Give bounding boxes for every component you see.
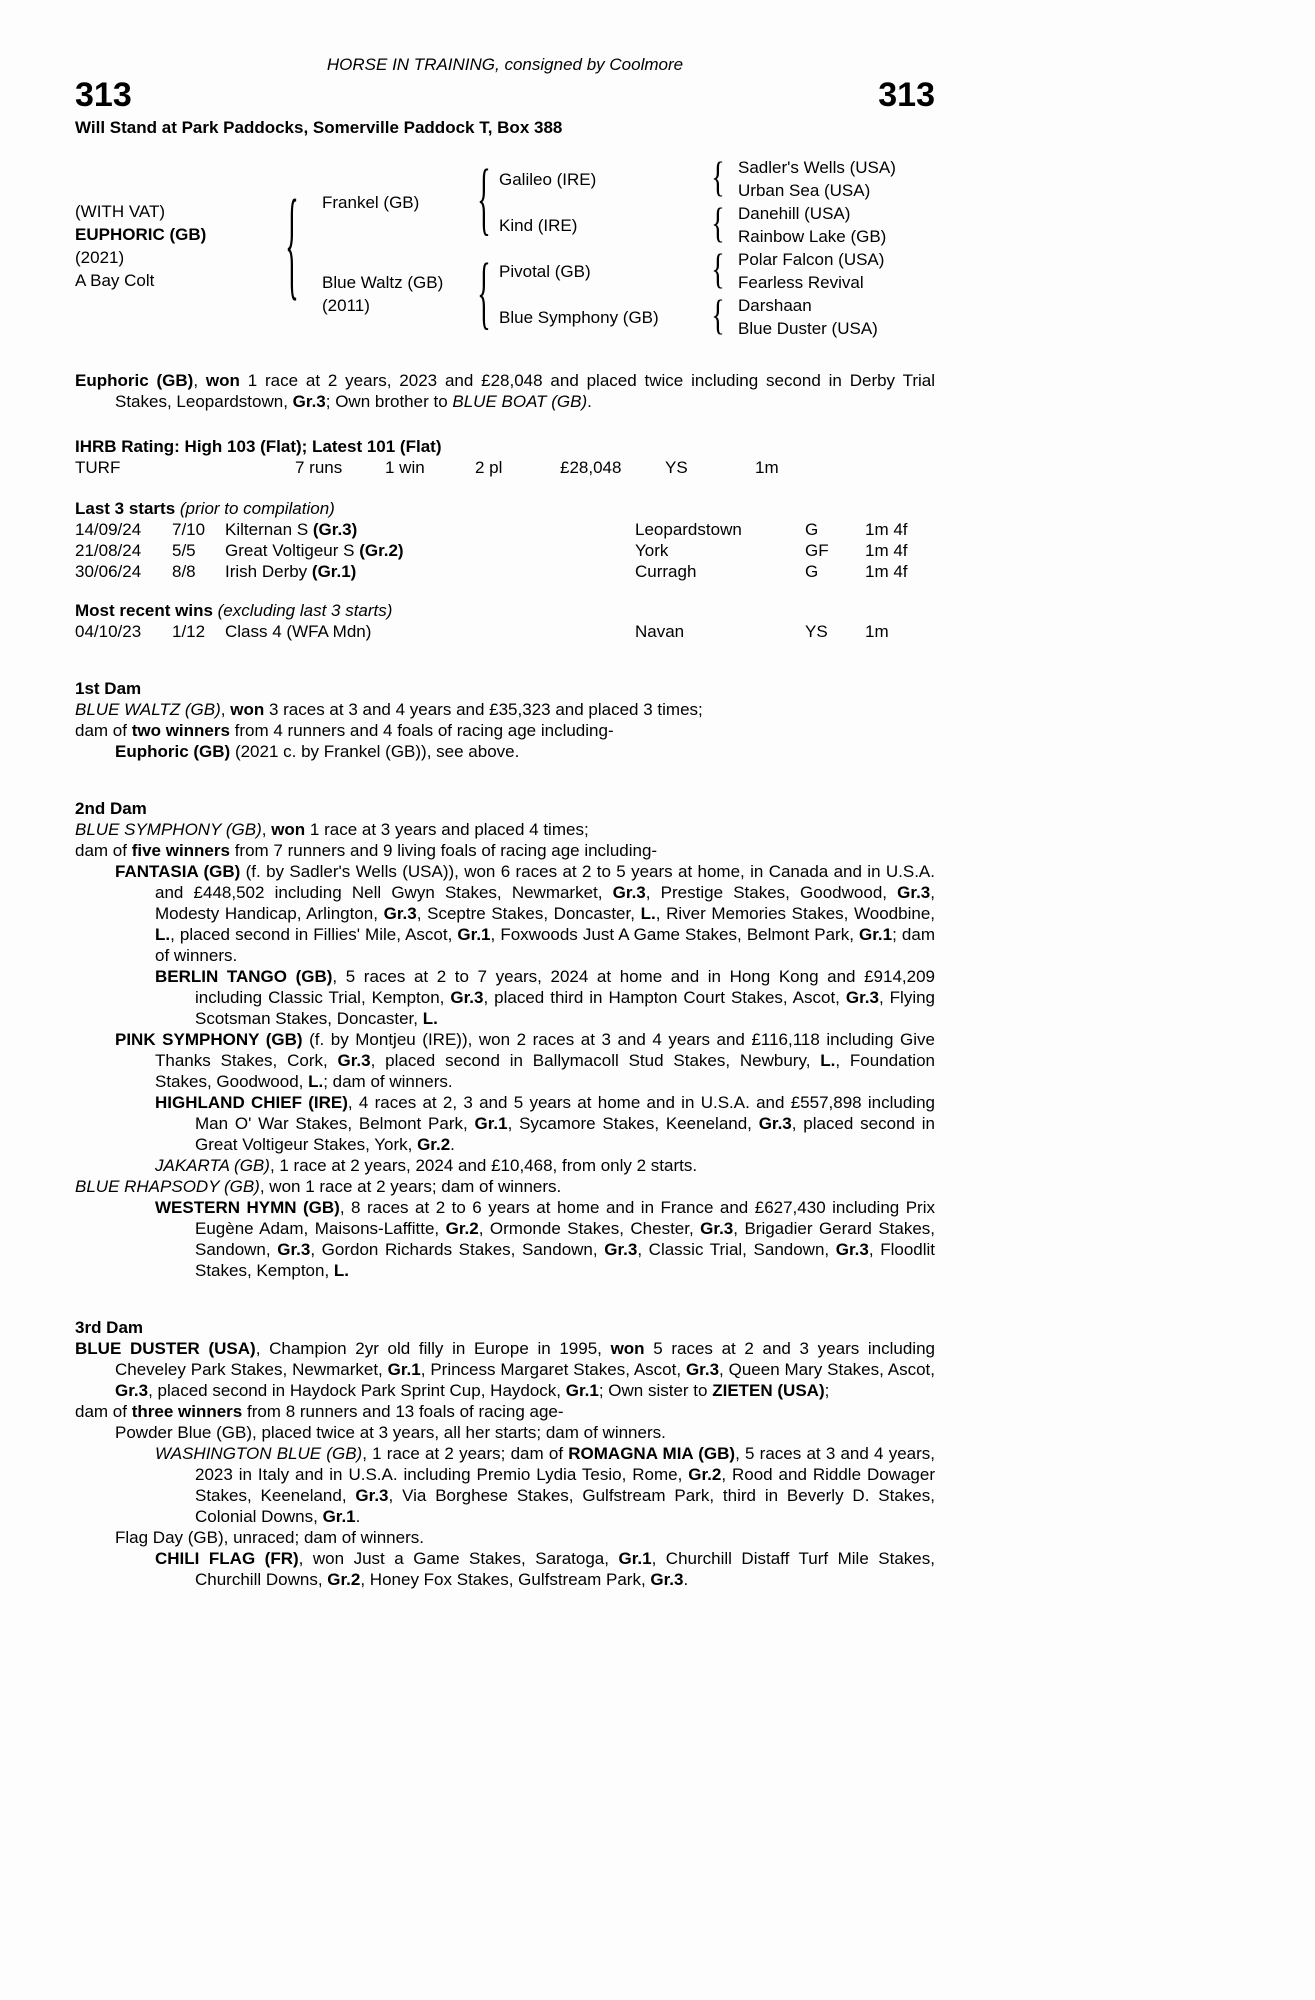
rating-section: [75, 436, 935, 478]
consignor-line: HORSE IN TRAINING, consigned by Coolmore: [326, 55, 684, 74]
text-segment: (2021 c. by Frankel (GB)), see above.: [230, 742, 520, 761]
text-segment: won: [205, 371, 240, 390]
text-segment: Gr.3: [835, 1240, 869, 1259]
table-cell: Leopardstown: [635, 520, 742, 539]
text-segment: BLUE WALTZ (GB): [75, 700, 221, 719]
table-cell: 5/5: [172, 541, 196, 560]
last-starts-table: [75, 519, 935, 582]
text-segment: Gr.2: [417, 1135, 451, 1154]
text-segment: , Sceptre Stakes, Doncaster,: [416, 904, 641, 923]
turf-record-table: [75, 457, 935, 478]
text-segment: , Foundation Stakes, Goodwood,: [155, 1051, 935, 1091]
text-segment: , Sycamore Stakes, Keeneland,: [507, 1114, 759, 1133]
text-segment: BLUE RHAPSODY (GB): [75, 1177, 260, 1196]
table-row: [75, 561, 935, 582]
table-cell: YS: [665, 458, 688, 477]
text-segment: , 5 races at 2 to 7 years, 2024 at home and in Hong Kong and £914,209 including Classic Trial, Kempton,: [195, 967, 935, 1007]
pedigree-brace-gp4: [707, 294, 729, 340]
text-segment: dam of: [75, 1402, 132, 1421]
stand-location-line: Will Stand at Park Paddocks, Somerville Paddock T, Box 388: [75, 118, 563, 137]
third-dam-heading: 3rd Dam: [75, 1318, 144, 1337]
lot-row: [75, 77, 935, 113]
pedigree-paragraph: [75, 720, 935, 741]
colour-sex: A Bay Colt: [75, 271, 155, 290]
pedigree-paragraph: [75, 1443, 935, 1527]
pedigree-paragraph: [75, 1527, 935, 1548]
text-segment: CHILI FLAG (FR): [155, 1549, 299, 1568]
pedigree-paragraph: [75, 1338, 935, 1401]
text-segment: Gr.3: [897, 883, 931, 902]
text-segment: , won 1 race at 2 years; dam of winners.: [259, 1177, 562, 1196]
pedigree-tree: [75, 156, 935, 342]
text-segment: .: [683, 1570, 689, 1589]
second-dam-section: [75, 798, 935, 1281]
table-row: [75, 540, 935, 561]
text-segment: , Churchill Distaff Turf Mile Stakes, Churchill Downs,: [195, 1549, 935, 1589]
text-segment: .: [355, 1507, 361, 1526]
text-segment: , Rood and Riddle Dowager Stakes, Keeneland,: [195, 1465, 935, 1505]
lot-number-right: 313: [878, 76, 935, 114]
table-cell: 04/10/23: [75, 622, 142, 641]
pedigree-paragraph: [75, 861, 935, 966]
text-segment: , Via Borghese Stakes, Gulfstream Park, third in Beverly D. Stakes, Colonial Downs,: [195, 1486, 935, 1526]
text-segment: ZIETEN (USA): [712, 1381, 825, 1400]
table-cell: G: [805, 562, 819, 581]
text-segment: ; dam of winners.: [323, 1072, 453, 1091]
text-segment: Powder Blue (GB), placed twice at 3 years, all her starts; dam of winners.: [115, 1423, 666, 1442]
text-segment: L.: [422, 1009, 438, 1028]
text-segment: Gr.3: [115, 1381, 149, 1400]
table-cell: 7/10: [172, 520, 206, 539]
table-cell: 1m 4f: [865, 520, 908, 539]
text-segment: Gr.3: [292, 392, 326, 411]
text-segment: , Prestige Stakes, Goodwood,: [645, 883, 898, 902]
table-cell: 1m: [865, 622, 889, 641]
text-segment: dam of: [75, 841, 132, 860]
dam-block: [322, 271, 443, 317]
text-segment: Gr.1: [618, 1549, 652, 1568]
granddam-maternal: Blue Symphony (GB): [499, 308, 659, 327]
text-segment: Euphoric (GB): [75, 371, 194, 390]
pedigree-paragraph: [75, 1422, 935, 1443]
text-segment: 1 race at 2 years, 2023 and £28,048 and placed twice including second in Derby Trial Stakes, Leopardstown,: [115, 371, 936, 411]
text-segment: (Gr.1): [311, 562, 357, 581]
table-cell: 30/06/24: [75, 562, 142, 581]
great-grandparent-7: Darshaan: [738, 296, 812, 315]
text-segment: 5 races at 2 and 3 years including Cheveley Park Stakes, Newmarket,: [115, 1339, 935, 1379]
text-segment: won: [271, 820, 306, 839]
pedigree-paragraph: [75, 1176, 935, 1197]
second-dam-heading: 2nd Dam: [75, 799, 147, 818]
text-segment: two winners: [131, 721, 230, 740]
text-segment: Euphoric (GB): [115, 742, 231, 761]
great-grandparent-8: Blue Duster (USA): [738, 319, 878, 338]
grandsire-maternal: Pivotal (GB): [499, 262, 591, 281]
text-segment: won: [610, 1339, 645, 1358]
text-segment: , Champion 2yr old filly in Europe in 1995,: [255, 1339, 611, 1358]
text-segment: Great Voltigeur S: [225, 541, 360, 560]
text-segment: Gr.3: [383, 904, 417, 923]
pedigree-paragraph: [75, 1092, 935, 1155]
text-segment: Irish Derby: [225, 562, 312, 581]
text-segment: L.: [333, 1261, 350, 1280]
third-dam-section: [75, 1317, 935, 1590]
text-segment: , 8 races at 2 to 6 years at home and in France and £627,430 including Prix Eugène Adam, Maisons-Laffitte,: [195, 1198, 935, 1238]
pedigree-paragraph: [75, 1401, 935, 1422]
pedigree-brace-gp2: [707, 202, 729, 248]
table-cell: 1m 4f: [865, 562, 908, 581]
text-segment: ,: [193, 371, 206, 390]
pedigree-paragraph: [75, 699, 935, 720]
great-grandparent-5: Polar Falcon (USA): [738, 250, 885, 269]
text-segment: , placed second in Great Voltigeur Stakes, York,: [195, 1114, 935, 1154]
text-segment: Kilternan S: [225, 520, 313, 539]
lot-number-left: 313: [75, 76, 132, 114]
pedigree-paragraph: [75, 1197, 935, 1281]
text-segment: Gr.1: [474, 1114, 508, 1133]
text-segment: , Floodlit Stakes, Kempton,: [195, 1240, 936, 1280]
text-segment: BLUE SYMPHONY (GB): [75, 820, 262, 839]
text-segment: , won Just a Game Stakes, Saratoga,: [298, 1549, 619, 1568]
text-segment: WASHINGTON BLUE (GB): [155, 1444, 363, 1463]
text-segment: , 1 race at 2 years, 2024 and £10,468, from only 2 starts.: [269, 1156, 698, 1175]
table-cell: TURF: [75, 458, 121, 477]
pedigree-brace-gp3: [707, 248, 729, 294]
table-cell: 21/08/24: [75, 541, 142, 560]
pedigree-brace-dam: [473, 253, 495, 339]
great-grandparent-4: Rainbow Lake (GB): [738, 227, 887, 246]
recent-wins-heading: [75, 600, 935, 621]
text-segment: Most recent wins: [75, 601, 218, 620]
recent-wins-table: [75, 621, 935, 642]
text-segment: Gr.3: [845, 988, 879, 1007]
table-cell: 8/8: [172, 562, 196, 581]
text-segment: Gr.3: [650, 1570, 684, 1589]
table-cell: 1 win: [385, 458, 425, 477]
table-cell: 1m 4f: [865, 541, 908, 560]
table-cell: [225, 621, 635, 642]
sire-name: Frankel (GB): [322, 193, 420, 212]
pedigree-paragraph: [75, 819, 935, 840]
table-cell: YS: [805, 622, 828, 641]
text-segment: from 7 runners and 9 living foals of racing age including-: [229, 841, 658, 860]
text-segment: , River Memories Stakes, Woodbine,: [655, 904, 935, 923]
text-segment: BLUE BOAT (GB): [452, 392, 588, 411]
text-segment: three winners: [131, 1402, 243, 1421]
last-starts-section: [75, 498, 935, 582]
text-segment: Gr.1: [322, 1507, 356, 1526]
text-segment: (f. by Montjeu (IRE)), won 2 races at 3 and 4 years and £116,118 including Give Thanks Stakes, Cork,: [155, 1030, 935, 1070]
text-segment: Gr.3: [355, 1486, 389, 1505]
pedigree-paragraph: [75, 741, 935, 762]
text-segment: , Brigadier Gerard Stakes, Sandown,: [195, 1219, 936, 1259]
text-segment: , Ormonde Stakes, Chester,: [478, 1219, 701, 1238]
text-segment: , placed second in Haydock Park Sprint Cup, Haydock,: [148, 1381, 566, 1400]
recent-wins-section: [75, 600, 935, 642]
first-dam-section: [75, 678, 935, 762]
third-dam-paragraphs: [75, 1338, 935, 1590]
text-segment: dam of: [75, 721, 132, 740]
pedigree-paragraph: [75, 840, 935, 861]
text-segment: Gr.1: [457, 925, 491, 944]
table-cell: Curragh: [635, 562, 697, 581]
text-segment: PINK SYMPHONY (GB): [115, 1030, 303, 1049]
text-segment: BERLIN TANGO (GB): [155, 967, 333, 986]
text-segment: won: [230, 700, 265, 719]
text-segment: (f. by Sadler's Wells (USA)), won 6 races at 2 to 5 years at home, in Canada and in U.S.A. and £448,502 including Nell Gwyn Stakes, Newmarket,: [155, 862, 935, 902]
text-segment: from 4 runners and 4 foals of racing age including-: [229, 721, 614, 740]
table-cell: 14/09/24: [75, 520, 142, 539]
table-row: [75, 621, 935, 642]
text-segment: ROMAGNA MIA (GB): [568, 1444, 736, 1463]
last-starts-heading: [75, 498, 935, 519]
text-segment: Last 3 starts: [75, 499, 180, 518]
text-segment: , 1 race at 2 years; dam of: [362, 1444, 569, 1463]
horse-identity-block: [75, 200, 206, 292]
text-segment: L.: [640, 904, 656, 923]
first-dam-paragraphs: [75, 699, 935, 762]
text-segment: Gr.3: [685, 1360, 720, 1379]
text-segment: JAKARTA (GB): [155, 1156, 270, 1175]
text-segment: ;: [824, 1381, 830, 1400]
text-segment: ; Own brother to: [325, 392, 453, 411]
text-segment: , 5 races at 3 and 4 years, 2023 in Italy and in U.S.A. including Premio Lydia Tesio, Rome,: [195, 1444, 935, 1484]
text-segment: L.: [308, 1072, 324, 1091]
table-cell: 1/12: [172, 622, 206, 641]
race-summary-paragraph: [75, 370, 935, 412]
grandsire-paternal: Galileo (IRE): [499, 170, 597, 189]
table-cell: 7 runs: [295, 458, 343, 477]
text-segment: Class 4 (WFA Mdn): [225, 622, 372, 641]
text-segment: , Honey Fox Stakes, Gulfstream Park,: [360, 1570, 651, 1589]
pedigree-paragraph: [75, 1548, 935, 1590]
text-segment: (prior to compilation): [179, 499, 335, 518]
text-segment: , Flying Scotsman Stakes, Doncaster,: [195, 988, 936, 1028]
table-cell: 1m: [755, 458, 779, 477]
text-segment: .: [587, 392, 592, 411]
dam-year: (2011): [322, 296, 370, 315]
great-grandparent-2: Urban Sea (USA): [738, 181, 871, 200]
text-segment: Gr.1: [565, 1381, 599, 1400]
text-segment: , Modesty Handicap, Arlington,: [155, 883, 935, 923]
text-segment: , Classic Trial, Sandown,: [637, 1240, 836, 1259]
pedigree-brace-sire: [473, 159, 495, 245]
text-segment: L.: [820, 1051, 836, 1070]
text-segment: Gr.1: [387, 1360, 421, 1379]
text-segment: Gr.1: [859, 925, 893, 944]
text-segment: (Gr.2): [359, 541, 404, 560]
catalogue-page: [75, 0, 935, 1590]
foal-year: (2021): [75, 248, 125, 267]
table-row: [75, 519, 935, 540]
text-segment: , Gordon Richards Stakes, Sandown,: [310, 1240, 605, 1259]
text-segment: FANTASIA (GB): [115, 862, 241, 881]
first-dam-heading: 1st Dam: [75, 679, 142, 698]
table-cell: [225, 561, 635, 582]
text-segment: L.: [155, 925, 171, 944]
text-segment: (excluding last 3 starts): [217, 601, 393, 620]
table-cell: £28,048: [560, 458, 622, 477]
text-segment: Gr.3: [337, 1051, 371, 1070]
text-segment: .: [450, 1135, 455, 1154]
text-segment: , placed second in Ballymacoll Stud Stakes, Newbury,: [370, 1051, 821, 1070]
text-segment: ,: [261, 820, 272, 839]
text-segment: , 4 races at 2, 3 and 5 years at home and in U.S.A. and £557,898 including Man O' War Stakes, Belmont Park,: [195, 1093, 935, 1133]
text-segment: ,: [220, 700, 231, 719]
text-segment: Flag Day (GB), unraced; dam of winners.: [115, 1528, 424, 1547]
second-dam-paragraphs: [75, 819, 935, 1281]
great-grandparent-6: Fearless Revival: [738, 273, 864, 292]
text-segment: , Princess Margaret Stakes, Ascot,: [420, 1360, 686, 1379]
table-cell: York: [635, 541, 669, 560]
great-grandparent-3: Danehill (USA): [738, 204, 851, 223]
granddam-paternal: Kind (IRE): [499, 216, 578, 235]
horse-name: EUPHORIC (GB): [75, 225, 207, 244]
table-cell: G: [805, 520, 819, 539]
pedigree-brace-main: [281, 182, 303, 316]
text-segment: , Foxwoods Just A Game Stakes, Belmont Park,: [490, 925, 860, 944]
text-segment: Gr.3: [277, 1240, 311, 1259]
text-segment: Gr.2: [327, 1570, 361, 1589]
text-segment: Gr.3: [700, 1219, 734, 1238]
text-segment: five winners: [131, 841, 230, 860]
table-cell: 2 pl: [475, 458, 503, 477]
table-cell: Navan: [635, 622, 685, 641]
table-row: [75, 457, 935, 478]
text-segment: Gr.2: [445, 1219, 479, 1238]
text-segment: 3 races at 3 and 4 years and £35,323 and placed 3 times;: [264, 700, 703, 719]
pedigree-paragraph: [75, 1155, 935, 1176]
table-cell: [225, 519, 635, 540]
text-segment: Gr.3: [450, 988, 484, 1007]
pedigree-paragraph: [75, 1029, 935, 1092]
text-segment: BLUE DUSTER (USA): [75, 1339, 256, 1358]
great-grandparent-1: Sadler's Wells (USA): [738, 158, 896, 177]
text-segment: Gr.2: [688, 1465, 722, 1484]
text-segment: , placed second in Fillies' Mile, Ascot,: [170, 925, 458, 944]
text-segment: WESTERN HYMN (GB): [155, 1198, 340, 1217]
table-cell: GF: [805, 541, 829, 560]
text-segment: ; dam of winners.: [155, 925, 935, 965]
text-segment: 1 race at 3 years and placed 4 times;: [305, 820, 589, 839]
text-segment: , Queen Mary Stakes, Ascot,: [719, 1360, 936, 1379]
text-segment: Gr.3: [758, 1114, 792, 1133]
table-cell: [225, 540, 635, 561]
text-segment: Gr.3: [604, 1240, 638, 1259]
text-segment: , placed third in Hampton Court Stakes, Ascot,: [483, 988, 846, 1007]
rating-line: IHRB Rating: High 103 (Flat); Latest 101 (Flat): [75, 437, 442, 456]
text-segment: HIGHLAND CHIEF (IRE): [155, 1093, 348, 1112]
pedigree-brace-gp1: [707, 156, 729, 202]
text-segment: (Gr.3): [312, 520, 358, 539]
text-segment: from 8 runners and 13 foals of racing age-: [242, 1402, 564, 1421]
pedigree-paragraph: [75, 966, 935, 1029]
dam-name: Blue Waltz (GB): [322, 273, 444, 292]
vat-note: (WITH VAT): [75, 202, 166, 221]
text-segment: ; Own sister to: [598, 1381, 713, 1400]
text-segment: Gr.3: [612, 883, 646, 902]
